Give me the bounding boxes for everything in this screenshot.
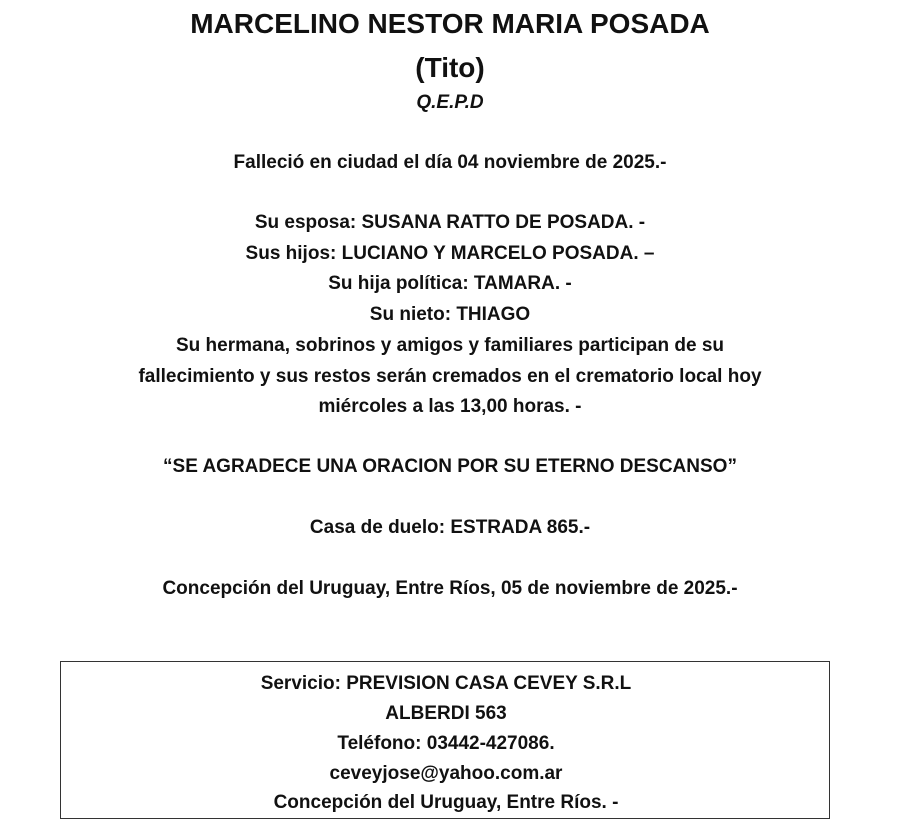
service-address: ALBERDI 563 bbox=[385, 703, 507, 724]
children-line: Sus hijos: LUCIANO Y MARCELO POSADA. – bbox=[245, 243, 655, 264]
deceased-nickname: (Tito) bbox=[415, 52, 485, 83]
service-city: Concepción del Uruguay, Entre Ríos. - bbox=[273, 792, 619, 813]
deceased-name: MARCELINO NESTOR MARIA POSADA bbox=[190, 8, 710, 39]
qepd-label: Q.E.P.D bbox=[416, 92, 484, 113]
daughter-in-law-line: Su hija política: TAMARA. - bbox=[328, 273, 572, 294]
funeral-service-box bbox=[60, 661, 830, 819]
service-provider: Servicio: PREVISION CASA CEVEY S.R.L bbox=[260, 673, 632, 694]
service-phone: Teléfono: 03442-427086. bbox=[337, 733, 555, 754]
service-email: ceveyjose@yahoo.com.ar bbox=[329, 763, 563, 784]
prayer-request: “SE AGRADECE UNA ORACION POR SU ETERNO DESCANSO” bbox=[163, 456, 737, 477]
mourning-house: Casa de duelo: ESTRADA 865.- bbox=[309, 517, 591, 538]
grandson-line: Su nieto: THIAGO bbox=[369, 304, 531, 325]
wife-line: Su esposa: SUSANA RATTO DE POSADA. - bbox=[254, 212, 646, 233]
death-date-line: Falleció en ciudad el día 04 noviembre de 2025.- bbox=[233, 152, 667, 173]
place-date-line: Concepción del Uruguay, Entre Ríos, 05 de noviembre de 2025.- bbox=[162, 578, 738, 599]
participation-line-1: Su hermana, sobrinos y amigos y familiares participan de su bbox=[175, 335, 724, 356]
participation-line-2: fallecimiento y sus restos serán cremados en el crematorio local hoy bbox=[138, 366, 762, 387]
participation-line-3: miércoles a las 13,00 horas. - bbox=[318, 396, 582, 417]
